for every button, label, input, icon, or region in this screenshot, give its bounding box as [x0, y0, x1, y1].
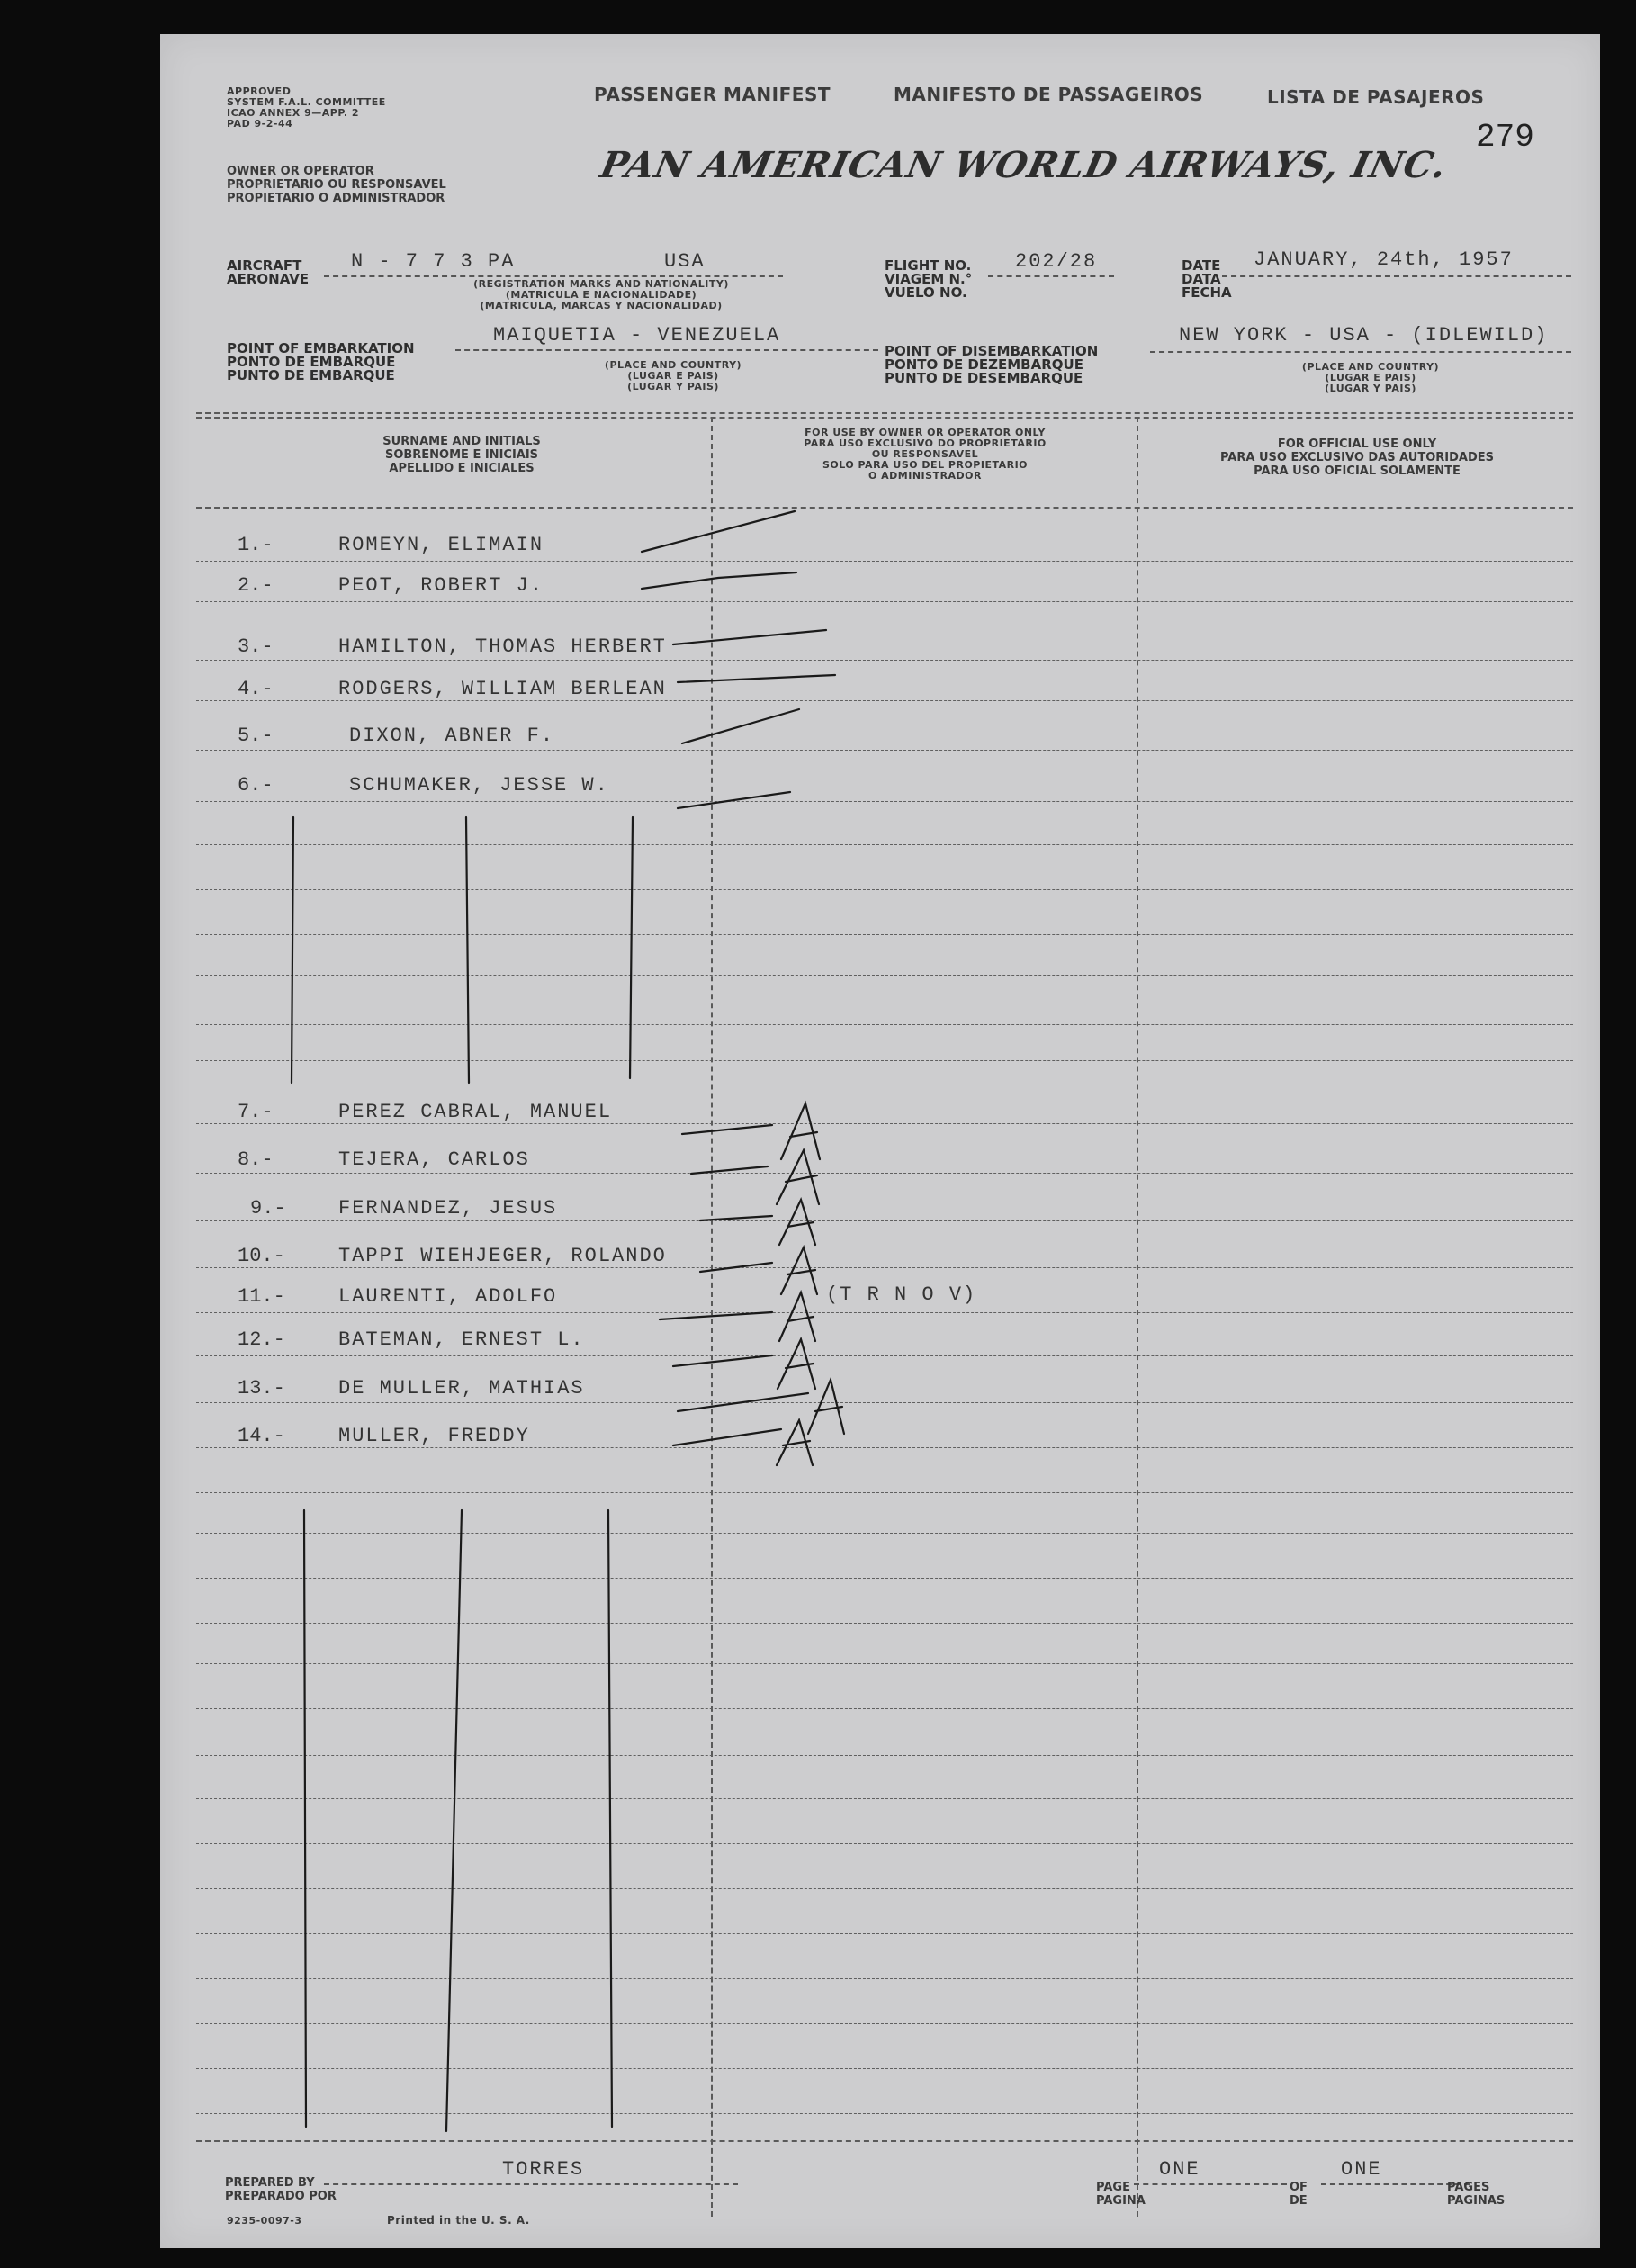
approval-line: SYSTEM F.A.L. COMMITTEE	[227, 96, 386, 108]
passenger-number: 2.-	[238, 574, 274, 597]
passenger-name: PEOT, ROBERT J.	[338, 574, 544, 597]
hand-vertical-line	[304, 1510, 306, 2127]
page-label: PAGE	[1096, 2181, 1130, 2194]
tr-nov-annotation: (T R N O V)	[826, 1283, 977, 1306]
page-underline	[1134, 2183, 1287, 2185]
passenger-number: 10.-	[238, 1245, 285, 1267]
page-value: ONE	[1159, 2158, 1200, 2181]
date-label: FECHA	[1182, 284, 1232, 301]
passenger-name: DIXON, ABNER F.	[349, 724, 555, 747]
caption-line: (LUGAR Y PAIS)	[1325, 382, 1416, 394]
approval-line: APPROVED	[227, 86, 292, 97]
embarkation-label: PONTO DE EMBARQUE	[227, 354, 396, 370]
caption-line: (LUGAR Y PAIS)	[627, 381, 719, 392]
check-stroke	[642, 511, 795, 552]
check-stroke	[642, 572, 796, 589]
passenger-number: 12.-	[238, 1328, 285, 1351]
header-line: SOLO PARA USO DEL PROPIETARIO	[822, 459, 1029, 471]
disembarkation-label: POINT OF DISEMBARKATION	[885, 343, 1099, 359]
hand-vertical-line	[630, 817, 633, 1078]
flight-number: 202/28	[1015, 250, 1098, 273]
date-label: DATA	[1182, 271, 1221, 287]
check-stroke	[682, 709, 799, 743]
title-pt: MANIFESTO DE PASSAGEIROS	[894, 84, 1204, 105]
date-value: JANUARY, 24th, 1957	[1254, 248, 1514, 271]
of-labels	[1290, 2181, 1308, 2208]
a-mark	[682, 1103, 820, 1159]
header-line: OU RESPONSAVEL	[871, 448, 979, 460]
hand-vertical-line	[608, 1510, 612, 2127]
page-label: PAGINA	[1096, 2194, 1146, 2208]
passenger-name: BATEMAN, ERNEST L.	[338, 1328, 585, 1351]
header-line: PARA USO EXCLUSIVO DO PROPRIETARIO	[804, 437, 1047, 449]
of-label: OF	[1290, 2181, 1308, 2194]
embarkation-label: POINT OF EMBARKATION	[227, 340, 415, 356]
aircraft-label: AIRCRAFT	[227, 257, 302, 274]
handwritten-marks	[160, 34, 1600, 2248]
passenger-name: TAPPI WIEHJEGER, ROLANDO	[338, 1245, 667, 1267]
a-mark	[660, 1292, 815, 1341]
a-mark	[691, 1150, 819, 1204]
passenger-number: 7.-	[238, 1101, 274, 1123]
printed-in: Printed in the U. S. A.	[387, 2214, 530, 2227]
passenger-name: FERNANDEZ, JESUS	[338, 1197, 558, 1220]
pages-label: PAGINAS	[1447, 2194, 1506, 2208]
aircraft-label: AERONAVE	[227, 271, 310, 287]
hand-vertical-line	[446, 1510, 462, 2131]
approval-line: ICAO ANNEX 9—APP. 2	[227, 107, 360, 119]
header-line: FOR OFFICIAL USE ONLY	[1277, 437, 1437, 451]
a-mark	[673, 1420, 813, 1465]
caption-line: (MATRICULA E NACIONALIDADE)	[505, 289, 697, 301]
disembarkation-label: PONTO DE DEZEMBARQUE	[885, 356, 1083, 373]
passenger-number: 9.-	[250, 1197, 286, 1220]
passenger-number: 14.-	[238, 1425, 285, 1447]
flight-label: VIAGEM N.°	[885, 271, 973, 287]
form-code: 9235-0097-3	[227, 2215, 302, 2227]
owner-value: PAN AMERICAN WORLD AIRWAYS, INC.	[597, 144, 1452, 186]
embarkation-value: MAIQUETIA - VENEZUELA	[493, 324, 781, 346]
a-mark	[700, 1247, 817, 1294]
passenger-name: ROMEYN, ELIMAIN	[338, 534, 544, 556]
of-value: ONE	[1341, 2158, 1382, 2181]
passenger-number: 5.-	[238, 724, 274, 747]
prepared-underline	[324, 2183, 738, 2185]
passenger-name: MULLER, FREDDY	[338, 1425, 530, 1447]
disembarkation-value: NEW YORK - USA - (IDLEWILD)	[1179, 324, 1549, 346]
passenger-name: LAURENTI, ADOLFO	[338, 1285, 558, 1308]
footer-top-rule	[196, 2140, 1573, 2142]
aircraft-nationality: USA	[664, 250, 706, 273]
check-stroke	[673, 630, 826, 644]
of-label: DE	[1290, 2194, 1308, 2208]
header-line: O ADMINISTRADOR	[867, 470, 983, 482]
header-line: PARA USO EXCLUSIVO DAS AUTORIDADES	[1219, 451, 1495, 464]
page-number: 279	[1476, 119, 1534, 156]
date-label: DATE	[1182, 257, 1221, 274]
passenger-name: RODGERS, WILLIAM BERLEAN	[338, 678, 667, 700]
header-line: SOBRENOME E INICIAIS	[384, 448, 539, 462]
passenger-name: PEREZ CABRAL, MANUEL	[338, 1101, 613, 1123]
title-en: PASSENGER MANIFEST	[594, 84, 831, 105]
pages-labels	[1447, 2181, 1505, 2208]
caption-line: (LUGAR E PAIS)	[1325, 372, 1416, 383]
passenger-name: SCHUMAKER, JESSE W.	[349, 774, 609, 796]
header-line: FOR USE BY OWNER OR OPERATOR ONLY	[805, 427, 1046, 438]
passenger-name: HAMILTON, THOMAS HERBERT	[338, 635, 667, 658]
prepared-value: TORRES	[502, 2158, 585, 2181]
a-mark	[673, 1339, 815, 1389]
embarkation-label: PUNTO DE EMBARQUE	[227, 367, 395, 383]
passenger-number: 6.-	[238, 774, 274, 796]
passenger-name: DE MULLER, MATHIAS	[338, 1377, 585, 1400]
flight-label: VUELO NO.	[885, 284, 967, 301]
approval-line: PAD 9-2-44	[227, 118, 293, 130]
caption-line: (REGISTRATION MARKS AND NATIONALITY)	[473, 278, 729, 290]
header-line: PARA USO OFICIAL SOLAMENTE	[1254, 464, 1461, 478]
passenger-name: TEJERA, CARLOS	[338, 1148, 530, 1171]
pages-label: PAGES	[1447, 2181, 1490, 2194]
prepared-label: PREPARADO POR	[225, 2190, 337, 2203]
header-line: SURNAME AND INITIALS	[382, 435, 541, 448]
check-stroke	[678, 675, 835, 682]
caption-line: (MATRICULA, MARCAS Y NACIONALIDAD)	[480, 300, 723, 311]
a-mark	[678, 1380, 844, 1434]
check-stroke	[678, 792, 790, 808]
aircraft-registration: N - 7 7 3 PA	[351, 250, 516, 273]
passenger-number: 1.-	[238, 534, 274, 556]
passenger-number: 3.-	[238, 635, 274, 658]
manifest-sheet	[160, 34, 1600, 2248]
caption-line: (LUGAR E PAIS)	[627, 370, 719, 382]
title-es: LISTA DE PASAJEROS	[1267, 86, 1485, 108]
prepared-label: PREPARED BY	[225, 2176, 315, 2190]
passenger-number: 11.-	[238, 1285, 285, 1308]
owner-label: PROPRIETARIO OU RESPONSAVEL	[227, 178, 446, 192]
hand-vertical-line	[292, 817, 293, 1083]
owner-label: PROPIETARIO O ADMINISTRADOR	[227, 192, 445, 205]
passenger-number: 8.-	[238, 1148, 274, 1171]
hand-vertical-line	[466, 817, 469, 1083]
passenger-number: 4.-	[238, 678, 274, 700]
a-mark	[700, 1200, 815, 1245]
caption-line: (PLACE AND COUNTRY)	[604, 359, 742, 371]
disembarkation-label: PUNTO DE DESEMBARQUE	[885, 370, 1083, 386]
flight-label: FLIGHT NO.	[885, 257, 972, 274]
owner-label: OWNER OR OPERATOR	[227, 165, 374, 178]
passenger-number: 13.-	[238, 1377, 285, 1400]
prepared-labels	[225, 2176, 337, 2203]
caption-line: (PLACE AND COUNTRY)	[1301, 361, 1440, 373]
header-line: APELLIDO E INICIALES	[389, 462, 535, 475]
